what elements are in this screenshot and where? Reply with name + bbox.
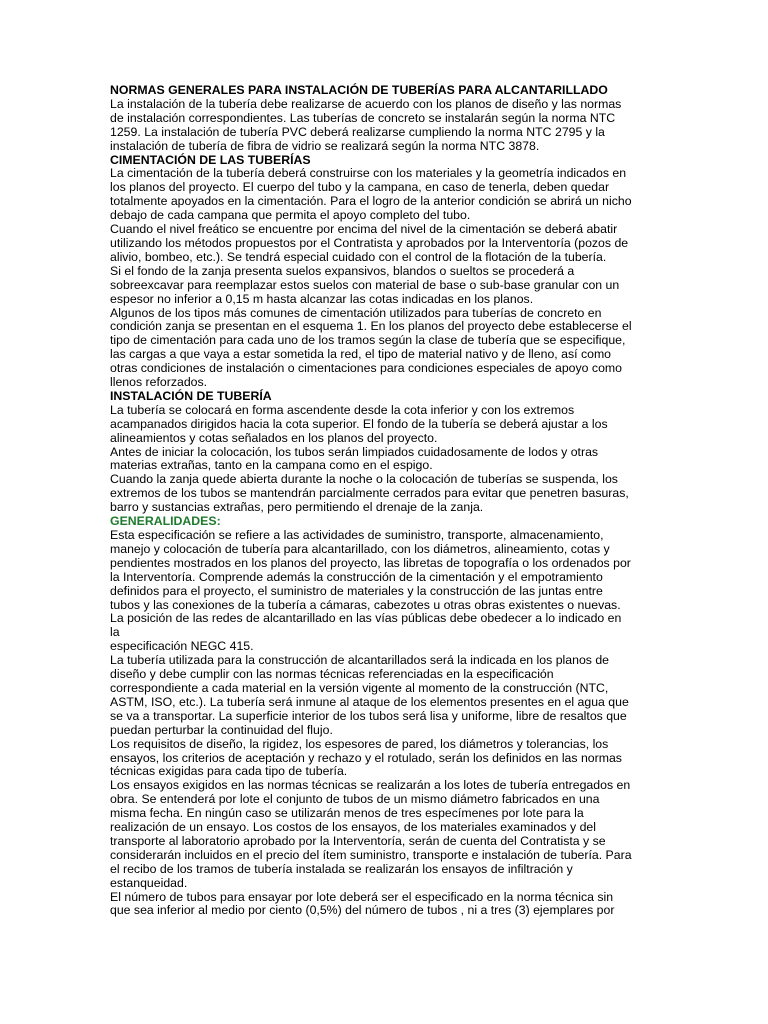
text-line: alineamientos y cotas señalados en los planos del proyecto. xyxy=(110,430,438,445)
text-line: INSTALACIÓN DE TUBERÍA xyxy=(110,388,272,403)
text-line: Si el fondo de la zanja presenta suelos expansivos, blandos o sueltos se procederá a xyxy=(110,263,575,278)
text-line: definidos para el proyecto, el suministro de materiales y la construcción de las juntas entre xyxy=(110,583,603,598)
text-line: diseño y debe cumplir con las normas técnicas referenciadas en la especificación xyxy=(110,667,554,682)
document-body xyxy=(110,84,670,918)
text-line: los planos del proyecto. El cuerpo del tubo y la campana, en caso de tenerla, deben quedar xyxy=(110,180,610,195)
section-heading xyxy=(110,84,670,98)
text-line: La cimentación de la tubería deberá construirse con los materiales y la geometría indicados en xyxy=(110,166,627,181)
section-heading xyxy=(110,390,670,404)
text-line: estanqueidad. xyxy=(110,875,188,890)
text-line: Algunos de los tipos más comunes de cimentación utilizados para tuberías de concreto en xyxy=(110,305,602,320)
paragraph xyxy=(110,446,670,474)
text-line: Cuando el nivel freático se encuentre por encima del nivel de la cimentación se deberá abatir xyxy=(110,222,618,237)
paragraph xyxy=(110,223,670,265)
text-line: debajo de cada campana que permita el apoyo completo del tubo. xyxy=(110,208,471,223)
paragraph xyxy=(110,738,670,780)
text-line: transporte al laboratorio aprobado por la Interventoría, serán de cuenta del Contratista y se xyxy=(110,833,606,848)
text-line: las cargas a que vaya a estar sometida la red, el tipo de material nativo y de lleno, así como xyxy=(110,347,612,362)
paragraph xyxy=(110,654,670,737)
text-line: ASTM, ISO, etc.). La tubería será inmune al ataque de los elementos presentes en el agua que xyxy=(110,694,629,709)
paragraph xyxy=(110,612,670,640)
text-line: manejo y colocación de tubería para alcantarillado, con los diámetros, alineamiento, cotas y xyxy=(110,541,610,556)
paragraph xyxy=(110,167,670,223)
text-line: Esta especificación se refiere a las actividades de suministro, transporte, almacenamiento, xyxy=(110,528,604,542)
text-line: NORMAS GENERALES PARA INSTALACIÓN DE TUBERÍAS PARA ALCANTARILLADO xyxy=(110,83,608,97)
text-line: materias extrañas, tanto en la campana como en el espigo. xyxy=(110,458,433,473)
text-line: llenos reforzados. xyxy=(110,375,208,390)
text-line: El número de tubos para ensayar por lote deberá ser el especificado en la norma técnica sin xyxy=(110,889,614,904)
text-line: Los requisitos de diseño, la rigidez, los espesores de pared, los diámetros y tolerancias, los xyxy=(110,736,609,751)
text-line: instalación de tubería de fibra de vidrio se realizará según la norma NTC 3878. xyxy=(110,138,540,153)
text-line: el recibo de los tramos de tubería instalada se realizarán los ensayos de infiltración y xyxy=(110,861,573,876)
text-line: considerarán incluidos en el precio del ítem suministro, transporte e instalación de tubería. Para xyxy=(110,847,632,862)
text-line: la Interventoría. Comprende además la construcción de la cimentación y el empotramiento xyxy=(110,569,603,584)
text-line: utilizando los métodos propuestos por el Contratista y aprobados por la Interventoría (pozos de xyxy=(110,235,629,250)
text-line: la xyxy=(110,625,120,640)
text-line: se va a transportar. La superficie interior de los tubos será lisa y uniforme, libre de resaltos que xyxy=(110,708,627,723)
text-line: barro y sustancias extrañas, pero permitiendo el drenaje de la zanja. xyxy=(110,500,484,515)
text-line: acampanados dirigidos hacia la cota superior. El fondo de la tubería se deberá ajustar a los xyxy=(110,416,608,431)
paragraph xyxy=(110,404,670,446)
text-line: tipo de cimentación para cada uno de los tramos según la clase de tubería que se especifique, xyxy=(110,333,626,348)
section-heading-green xyxy=(110,515,670,529)
paragraph xyxy=(110,640,670,654)
paragraph xyxy=(110,265,670,307)
text-line: 1259. La instalación de tubería PVC deberá realizarse cumpliendo la norma NTC 2795 y la xyxy=(110,124,605,139)
text-line: alivio, bombeo, etc.). Se tendrá especial cuidado con el control de la flotación de la tubería. xyxy=(110,249,607,264)
text-line: técnicas exigidas para cada tipo de tubería. xyxy=(110,764,348,779)
paragraph xyxy=(110,98,670,154)
text-line: condición zanja se presentan en el esquema 1. En los planos del proyecto debe establecerse el xyxy=(110,319,632,334)
text-line: correspondiente a cada material en la versión vigente al momento de la construcción (NTC, xyxy=(110,680,609,695)
text-line: de instalación correspondientes. Las tuberías de concreto se instalarán según la norma NTC xyxy=(110,110,616,125)
paragraph xyxy=(110,529,670,612)
paragraph xyxy=(110,473,670,515)
text-line: La tubería se colocará en forma ascendente desde la cota inferior y con los extremos xyxy=(110,402,575,417)
text-line: La instalación de la tubería debe realizarse de acuerdo con los planos de diseño y las normas xyxy=(110,96,622,111)
text-line: CIMENTACIÓN DE LAS TUBERÍAS xyxy=(110,152,311,167)
text-line: espesor no inferior a 0,15 m hasta alcanzar las cotas indicadas en los planos. xyxy=(110,291,534,306)
paragraph xyxy=(110,307,670,390)
paragraph xyxy=(110,779,670,890)
text-line: sobreexcavar para reemplazar estos suelos con material de base o sub-base granular con un xyxy=(110,277,620,292)
text-line: Los ensayos exigidos en las normas técnicas se realizarán a los lotes de tubería entregados en xyxy=(110,778,631,793)
section-heading xyxy=(110,154,670,168)
text-line: tubos y las conexiones de la tubería a cámaras, cabezotes u otras obras existentes o nuevas. xyxy=(110,597,621,612)
text-line: La tubería utilizada para la construcción de alcantarillados será la indicada en los planos de xyxy=(110,653,610,668)
text-line: La posición de las redes de alcantarillado en las vías públicas debe obedecer a lo indicado en xyxy=(110,611,622,626)
paragraph xyxy=(110,891,670,919)
text-line: Antes de iniciar la colocación, los tubos serán limpiados cuidadosamente de lodos y otras xyxy=(110,444,599,459)
text-line: GENERALIDADES: xyxy=(110,514,221,529)
text-line: ensayos, los criterios de aceptación y rechazo y el rotulado, serán los definidos en las normas xyxy=(110,750,622,765)
text-line: obra. Se entenderá por lote el conjunto de tubos de un mismo diámetro fabricados en una xyxy=(110,792,600,807)
text-line: especificación NEGC 415. xyxy=(110,639,254,654)
text-line: que sea inferior al medio por ciento (0,5%) del número de tubos , ni a tres (3) ejemplares por xyxy=(110,903,615,918)
text-line: puedan perturbar la continuidad del flujo. xyxy=(110,722,333,737)
text-line: realización de un ensayo. Los costos de los ensayos, de los materiales examinados y del xyxy=(110,820,597,835)
text-line: pendientes mostrados en los planos del proyecto, las libretas de topografía o los ordenados por xyxy=(110,555,631,570)
text-line: otras condiciones de instalación o cimentaciones para condiciones especiales de apoyo como xyxy=(110,361,622,376)
text-line: Cuando la zanja quede abierta durante la noche o la colocación de tuberías se suspenda, los xyxy=(110,472,618,487)
text-line: misma fecha. En ningún caso se utilizarán menos de tres especímenes por lote para la xyxy=(110,806,584,821)
text-line: totalmente apoyados en la cimentación. Para el logro de la anterior condición se abrirá un nicho xyxy=(110,194,632,209)
text-line: extremos de los tubos se mantendrán parcialmente cerrados para evitar que penetren basuras, xyxy=(110,486,629,501)
